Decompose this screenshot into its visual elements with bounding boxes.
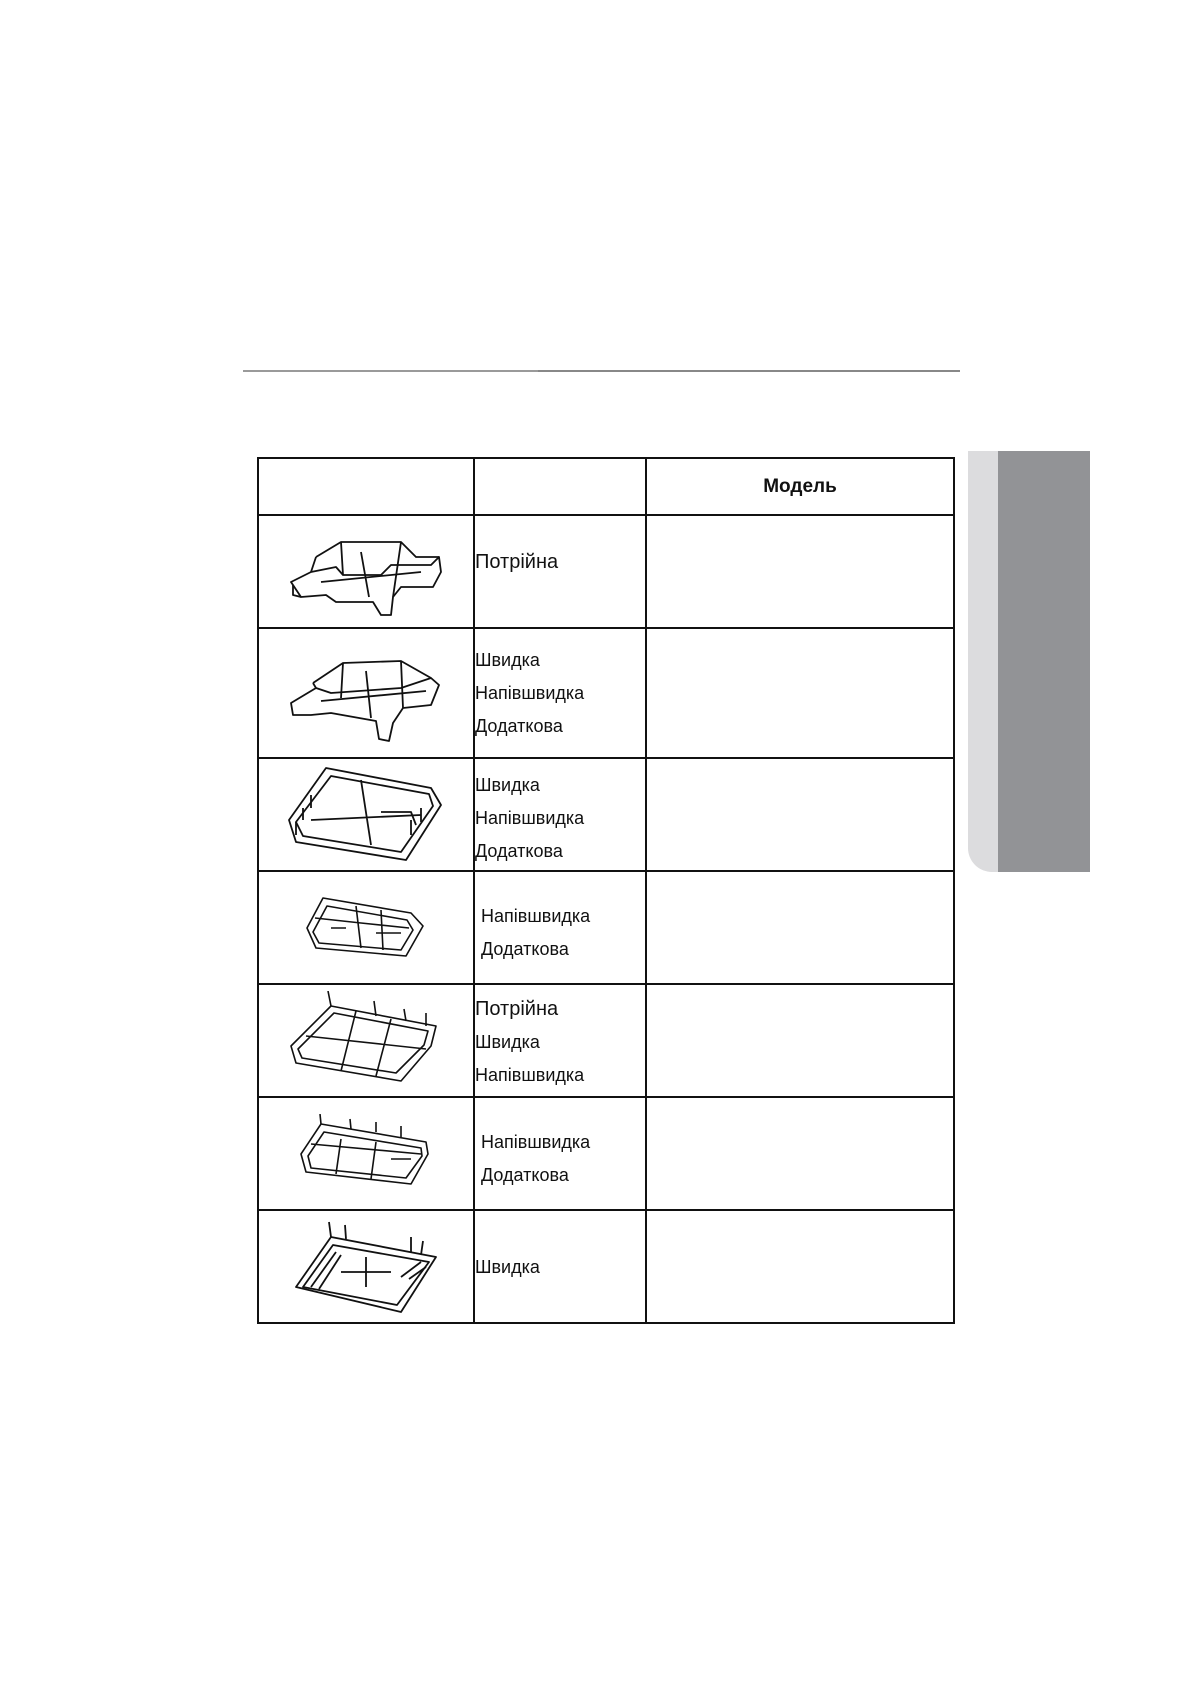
grate-icon	[296, 1114, 436, 1194]
burner-type: Напівшвидка	[481, 906, 591, 926]
grate-icon	[281, 760, 451, 870]
table-header-row	[258, 458, 954, 515]
grate-icon	[281, 643, 451, 743]
burner-types-cell	[474, 515, 646, 628]
grate-image-cell	[258, 1097, 474, 1210]
grate-icon	[286, 991, 446, 1091]
grate-image-cell	[258, 871, 474, 984]
burner-type: Напівшвидка	[481, 1132, 591, 1152]
header-rule-left	[243, 370, 538, 372]
model-cell	[646, 984, 954, 1097]
header-model: Модель	[646, 458, 954, 515]
table-row	[258, 628, 954, 758]
grate-image-cell	[258, 628, 474, 758]
burner-type: Швидка	[475, 1032, 540, 1052]
burner-type: Додаткова	[475, 841, 563, 861]
grate-icon	[281, 527, 451, 617]
burner-type: Додаткова	[481, 1165, 569, 1185]
grate-image-cell	[258, 1210, 474, 1323]
table-row	[258, 984, 954, 1097]
burner-types-cell	[474, 871, 646, 984]
burner-type: Швидка	[475, 650, 540, 670]
model-cell	[646, 758, 954, 871]
model-cell	[646, 628, 954, 758]
side-tab	[998, 451, 1090, 872]
table-row	[258, 871, 954, 984]
burner-type: Додаткова	[475, 716, 563, 736]
burner-types-cell	[474, 628, 646, 758]
model-cell	[646, 1097, 954, 1210]
grate-icon	[291, 1217, 441, 1317]
table-row	[258, 1097, 954, 1210]
burner-type: Швидка	[475, 775, 540, 795]
header-col2	[474, 458, 646, 515]
burner-types-cell	[474, 984, 646, 1097]
burner-type: Потрійна	[475, 551, 559, 573]
header-rule-right	[538, 370, 960, 372]
burner-type: Напівшвидка	[475, 1065, 585, 1085]
grate-image-cell	[258, 758, 474, 871]
burner-types-cell	[474, 758, 646, 871]
model-cell	[646, 871, 954, 984]
header-col1	[258, 458, 474, 515]
table-row	[258, 758, 954, 871]
burner-type: Швидка	[475, 1257, 540, 1277]
table-row	[258, 515, 954, 628]
grates-table	[257, 457, 955, 1324]
burner-type: Додаткова	[481, 939, 569, 959]
grate-image-cell	[258, 984, 474, 1097]
burner-type: Напівшвидка	[475, 808, 585, 828]
grate-icon	[301, 888, 431, 968]
burner-type: Напівшвидка	[475, 683, 585, 703]
grate-image-cell	[258, 515, 474, 628]
burner-type: Потрійна	[475, 998, 559, 1020]
burner-types-cell	[474, 1097, 646, 1210]
model-cell	[646, 515, 954, 628]
table-row	[258, 1210, 954, 1323]
burner-types-cell	[474, 1210, 646, 1323]
model-cell	[646, 1210, 954, 1323]
